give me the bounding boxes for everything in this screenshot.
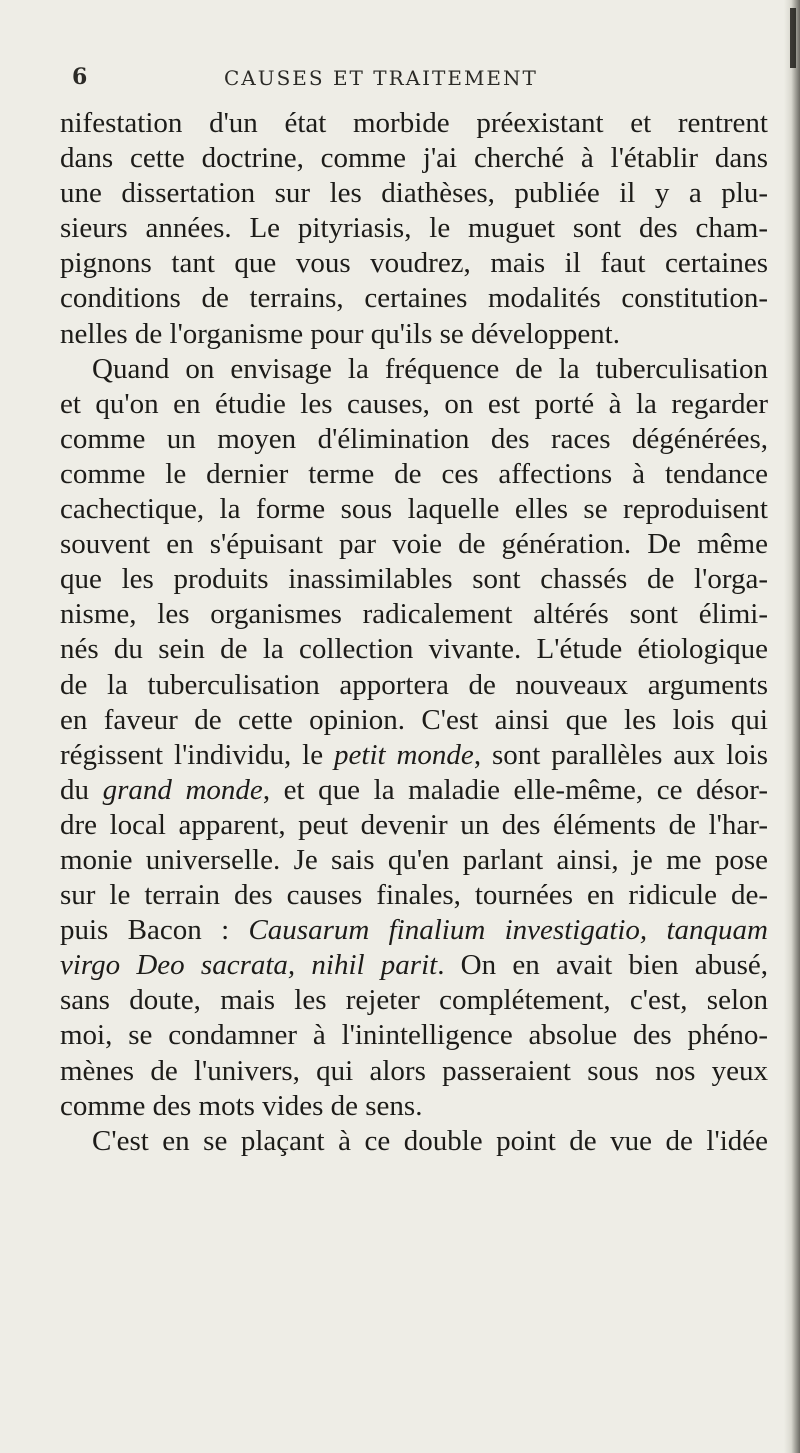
text-line: mènes de l'univers, qui alors passeraient sous nos yeux <box>60 1054 768 1087</box>
text-line: régissent l'individu, le petit monde, sont parallèles aux lois <box>60 738 769 771</box>
latin-quotation: virgo Deo sacrata, nihil parit <box>60 949 438 982</box>
text-line: pignons tant que vous voudrez, mais il faut certaines <box>60 247 768 280</box>
page-edge-shadow <box>784 0 800 1453</box>
text-line: dre local apparent, peut devenir un des éléments de l'har- <box>60 808 768 841</box>
body-text <box>60 106 768 1159</box>
text-line: nisme, les organismes radicalement altérés sont élimi- <box>60 598 768 631</box>
text-line: comme le dernier terme de ces affections à tendance <box>60 457 768 490</box>
text-line: dans cette doctrine, comme j'ai cherché à l'établir dans <box>60 142 768 175</box>
text-line: comme un moyen d'élimination des races dégénérées, <box>60 422 768 455</box>
italic-term: grand monde <box>102 773 263 806</box>
running-title: CAUSES ET TRAITEMENT <box>224 66 538 90</box>
text-line: conditions de terrains, certaines modalités constitution- <box>60 282 768 315</box>
running-head <box>72 64 772 94</box>
text-line: une dissertation sur les diathèses, publiée il y a plu- <box>60 177 768 210</box>
binding-mark <box>790 8 796 68</box>
text-line: en faveur de cette opinion. C'est ainsi que les lois qui <box>60 703 768 736</box>
text-line: moi, se condamner à l'inintelligence absolue des phéno- <box>60 1019 768 1052</box>
text-line: nelles de l'organisme pour qu'ils se développent. <box>60 317 620 350</box>
text-line: Quand on envisage la fréquence de la tuberculisation <box>92 352 768 385</box>
text-line: souvent en s'épuisant par voie de génération. De même <box>60 528 768 561</box>
text-line: nifestation d'un état morbide préexistant et rentrent <box>60 107 768 139</box>
text-line: du grand monde, et que la maladie elle-même, ce désor- <box>60 773 769 806</box>
text-line: nés du sein de la collection vivante. L'étude étiologique <box>60 633 768 666</box>
italic-term: petit monde <box>334 738 474 771</box>
text-line: monie universelle. Je sais qu'en parlant ainsi, je me pose <box>60 843 768 876</box>
text-line: sieurs années. Le pityriasis, le muguet sont des cham- <box>60 212 768 245</box>
page-number: 6 <box>72 64 88 90</box>
text-line: virgo Deo sacrata, nihil parit. On en avait bien abusé, <box>60 949 768 982</box>
text-line: de la tuberculisation apportera de nouveaux arguments <box>60 668 768 701</box>
text-line: que les produits inassimilables sont chassés de l'orga- <box>60 563 768 596</box>
text-line: comme des mots vides de sens. <box>60 1089 423 1122</box>
text-line: C'est en se plaçant à ce double point de vue de l'idée <box>92 1124 768 1157</box>
text-line: et qu'on en étudie les causes, on est porté à la regarder <box>60 387 768 420</box>
text-line: puis Bacon : Causarum finalium investigatio, tanquam <box>60 914 768 947</box>
text-line: sur le terrain des causes finales, tournées en ridicule de- <box>60 879 768 912</box>
latin-quotation: Causarum finalium investigatio, tanquam <box>248 914 768 947</box>
text-line: sans doute, mais les rejeter complétement, c'est, selon <box>60 984 768 1017</box>
text-line: cachectique, la forme sous laquelle elles se reproduisent <box>60 493 768 526</box>
